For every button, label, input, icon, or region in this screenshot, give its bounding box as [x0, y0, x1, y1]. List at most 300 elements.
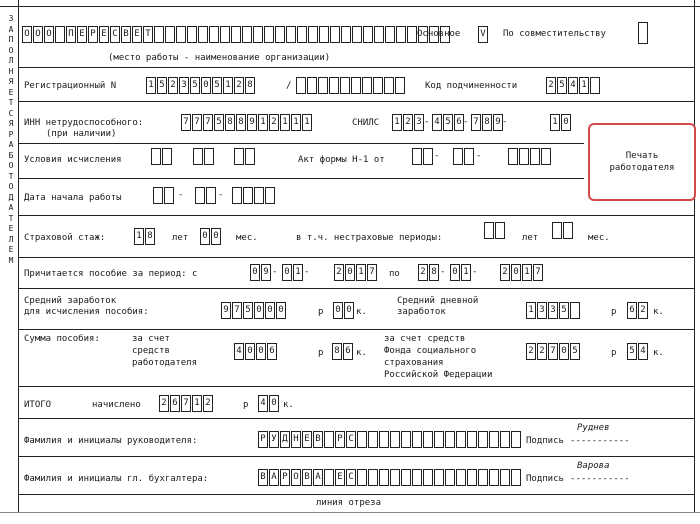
form-cell[interactable] — [330, 26, 340, 43]
form-cell[interactable]: 0 — [450, 264, 460, 281]
form-cell[interactable]: 4 — [568, 77, 578, 94]
form-cell[interactable]: 2 — [168, 77, 178, 94]
form-cell[interactable]: 2 — [403, 114, 413, 131]
form-cell[interactable]: П — [66, 26, 76, 43]
head-signature-name: Руднев — [577, 423, 610, 433]
form-cell[interactable]: 0 — [256, 343, 266, 360]
form-cell[interactable] — [467, 431, 477, 448]
accountant-signature-line: ----------- — [570, 474, 630, 484]
form-cell[interactable] — [484, 222, 494, 239]
form-cell[interactable]: 7 — [181, 395, 191, 412]
form-cell[interactable] — [324, 431, 334, 448]
form-cell[interactable] — [231, 26, 241, 43]
benefit-fund-label3: страхования — [384, 358, 444, 368]
conditions-label: Условия исчисления — [24, 155, 122, 165]
form-cell[interactable]: Н — [291, 431, 301, 448]
start-date-label: Дата начала работы — [24, 193, 122, 203]
form-cell[interactable]: 0 — [345, 264, 355, 281]
form-cell[interactable] — [570, 302, 580, 319]
form-cell[interactable]: 3 — [537, 302, 547, 319]
start-dash-1: - — [178, 190, 184, 200]
employer-stamp-area — [588, 123, 696, 201]
form-cell[interactable] — [363, 26, 373, 43]
form-cell[interactable] — [340, 77, 350, 94]
registration-number-cells — [146, 77, 256, 94]
employer-caption: (место работы - наименование организации) — [108, 53, 331, 63]
inn-cells — [181, 114, 313, 131]
form-cell[interactable] — [264, 26, 274, 43]
employer-name-cells — [22, 26, 451, 43]
benefit-row — [18, 329, 694, 330]
form-cell[interactable]: С — [110, 26, 120, 43]
form-cell[interactable] — [467, 469, 477, 486]
form-cell[interactable] — [341, 26, 351, 43]
form-cell[interactable]: 8 — [145, 228, 155, 245]
form-cell[interactable]: Е — [99, 26, 109, 43]
period-to-dash-1: - — [440, 267, 446, 277]
benefit-fund-rub-cells — [526, 343, 581, 360]
form-cell[interactable] — [220, 26, 230, 43]
form-cell[interactable]: 1 — [192, 395, 202, 412]
form-cell[interactable]: Т — [143, 26, 153, 43]
form-cell[interactable] — [352, 26, 362, 43]
form-cell[interactable]: 7 — [232, 302, 242, 319]
form-cell[interactable]: 1 — [550, 114, 560, 131]
conditions-row — [18, 143, 584, 144]
right-border — [694, 0, 695, 512]
bottom-border — [18, 494, 695, 495]
form-cell[interactable] — [511, 431, 521, 448]
form-cell[interactable]: 7 — [533, 264, 543, 281]
form-cell[interactable] — [55, 26, 65, 43]
act-month-cells — [453, 148, 475, 165]
form-cell[interactable]: С — [346, 469, 356, 486]
form-cell[interactable] — [412, 148, 422, 165]
form-cell[interactable]: 4 — [258, 395, 268, 412]
accountant-row — [18, 456, 694, 457]
avg-earnings-rub-cells — [221, 302, 287, 319]
benefit-fund-kop-cells — [627, 343, 649, 360]
form-cell[interactable]: О — [44, 26, 54, 43]
form-cell[interactable]: А — [269, 469, 279, 486]
form-cell[interactable]: 2 — [269, 114, 279, 131]
form-cell[interactable]: 0 — [254, 302, 264, 319]
form-cell[interactable]: 7 — [203, 114, 213, 131]
form-cell[interactable] — [530, 148, 540, 165]
form-cell[interactable]: 2 — [418, 264, 428, 281]
form-cell[interactable]: 0 — [211, 228, 221, 245]
conditions-cells-3 — [234, 148, 256, 165]
form-cell[interactable]: 1 — [291, 114, 301, 131]
form-cell[interactable]: 2 — [546, 77, 556, 94]
part-time-checkbox[interactable] — [638, 22, 649, 44]
form-cell[interactable]: 3 — [414, 114, 424, 131]
form-cell[interactable]: 6 — [343, 343, 353, 360]
avg-earnings-label1: Средний заработок — [24, 296, 117, 306]
form-cell[interactable]: 5 — [559, 302, 569, 319]
period-to-day — [418, 264, 440, 281]
form-cell[interactable]: Е — [132, 26, 142, 43]
form-cell[interactable]: 6 — [454, 114, 464, 131]
form-cell[interactable] — [243, 187, 253, 204]
form-cell[interactable]: 7 — [548, 343, 558, 360]
form-cell[interactable] — [445, 431, 455, 448]
form-cell[interactable] — [319, 26, 329, 43]
form-cell[interactable] — [187, 26, 197, 43]
form-cell[interactable] — [434, 469, 444, 486]
form-cell[interactable]: 1 — [461, 264, 471, 281]
form-cell[interactable]: 5 — [443, 114, 453, 131]
form-cell[interactable]: 0 — [250, 264, 260, 281]
insurance-row — [18, 215, 694, 216]
form-cell[interactable]: 0 — [265, 302, 275, 319]
form-cell[interactable] — [357, 431, 367, 448]
daily-kop-label: к. — [653, 307, 664, 317]
form-cell[interactable]: 1 — [356, 264, 366, 281]
form-cell[interactable]: 0 — [269, 395, 279, 412]
start-dash-2: - — [218, 190, 224, 200]
act-day-cells — [412, 148, 434, 165]
daily-rub-cells — [526, 302, 581, 319]
form-cell[interactable]: 9 — [261, 264, 271, 281]
form-cell[interactable] — [286, 26, 296, 43]
form-cell[interactable]: 1 — [392, 114, 402, 131]
form-cell[interactable]: 0 — [559, 343, 569, 360]
form-cell[interactable]: Е — [335, 469, 345, 486]
period-to-month — [450, 264, 472, 281]
form-cell[interactable] — [296, 77, 306, 94]
side-label: ЗАПОЛНЯЕТСЯ РАБОТОДАТЕЛЕМ — [8, 14, 14, 265]
form-cell[interactable] — [198, 26, 208, 43]
form-cell[interactable] — [379, 431, 389, 448]
form-cell[interactable]: У — [269, 431, 279, 448]
form-cell[interactable] — [154, 26, 164, 43]
form-cell[interactable] — [478, 469, 488, 486]
registration-label: Регистрационный N — [24, 81, 117, 91]
form-cell[interactable]: 5 — [627, 343, 637, 360]
form-cell[interactable]: 1 — [134, 228, 144, 245]
avg-earnings-kop-label: к. — [356, 307, 367, 317]
period-from-day — [250, 264, 272, 281]
form-cell[interactable]: 8 — [482, 114, 492, 131]
form-cell[interactable]: 7 — [181, 114, 191, 131]
form-cell[interactable]: В — [302, 469, 312, 486]
form-cell[interactable]: Е — [302, 431, 312, 448]
form-cell[interactable] — [307, 77, 317, 94]
form-cell[interactable]: 2 — [159, 395, 169, 412]
period-to-dash-2: - — [472, 267, 478, 277]
form-cell[interactable] — [453, 148, 463, 165]
form-cell[interactable]: 7 — [367, 264, 377, 281]
start-date-row — [18, 178, 584, 179]
start-month-cells — [195, 187, 217, 204]
form-cell[interactable]: 5 — [570, 343, 580, 360]
snils-label: СНИЛС — [352, 118, 380, 128]
form-cell[interactable] — [385, 26, 395, 43]
form-cell[interactable] — [176, 26, 186, 43]
form-cell[interactable]: 5 — [214, 114, 224, 131]
form-cell[interactable]: Р — [280, 469, 290, 486]
act-dash-2: - — [476, 151, 482, 161]
registration-slash: / — [286, 81, 292, 91]
form-cell[interactable] — [151, 148, 161, 165]
form-cell[interactable] — [590, 77, 600, 94]
benefit-fund-rub-label: р — [611, 348, 617, 358]
form-cell[interactable] — [379, 469, 389, 486]
benefit-emp-label2: средств — [132, 346, 170, 356]
insurance-months-cells — [200, 228, 222, 245]
form-cell[interactable]: 9 — [221, 302, 231, 319]
form-cell[interactable]: Р — [258, 431, 268, 448]
form-cell[interactable]: В — [258, 469, 268, 486]
form-cell[interactable]: 1 — [522, 264, 532, 281]
period-from-dash-2: - — [304, 267, 310, 277]
benefit-fund-kop-label: к. — [653, 348, 664, 358]
form-cell[interactable] — [232, 187, 242, 204]
snils-cells-4 — [550, 114, 572, 131]
form-cell[interactable]: 2 — [526, 343, 536, 360]
form-cell[interactable] — [368, 431, 378, 448]
form-cell[interactable]: 2 — [334, 264, 344, 281]
benefit-emp-label3: работодателя — [132, 358, 198, 368]
form-cell[interactable]: 0 — [201, 77, 211, 94]
form-cell[interactable]: 4 — [234, 343, 244, 360]
inn-row — [18, 101, 694, 102]
form-cell[interactable] — [195, 187, 205, 204]
insurance-months-label: мес. — [236, 233, 258, 243]
form-cell[interactable] — [396, 26, 406, 43]
insurance-years-label: лет — [172, 233, 189, 243]
avg-earnings-kop-cells — [333, 302, 355, 319]
form-cell[interactable] — [308, 26, 318, 43]
nonins-months-cells — [552, 222, 574, 239]
form-cell[interactable] — [423, 469, 433, 486]
form-cell[interactable] — [489, 469, 499, 486]
form-cell[interactable] — [242, 26, 252, 43]
snils-dash-3: - — [502, 117, 508, 127]
accountant-label: Фамилия и инициалы гл. бухгалтера: — [24, 474, 209, 484]
form-cell[interactable] — [351, 77, 361, 94]
form-cell[interactable] — [374, 26, 384, 43]
form-cell[interactable] — [541, 148, 551, 165]
form-cell[interactable] — [253, 26, 263, 43]
form-cell[interactable] — [165, 26, 175, 43]
form-cell[interactable]: 7 — [471, 114, 481, 131]
form-cell[interactable] — [464, 148, 474, 165]
form-cell[interactable] — [445, 469, 455, 486]
daily-rub-label: р — [611, 307, 617, 317]
form-cell[interactable] — [489, 431, 499, 448]
form-cell[interactable] — [495, 222, 505, 239]
form-cell[interactable]: 3 — [179, 77, 189, 94]
form-cell[interactable] — [500, 469, 510, 486]
form-cell[interactable] — [324, 469, 334, 486]
form-cell[interactable] — [412, 431, 422, 448]
form-cell[interactable] — [254, 187, 264, 204]
total-kop-label: к. — [283, 400, 294, 410]
form-cell[interactable] — [373, 77, 383, 94]
form-cell[interactable]: 8 — [245, 77, 255, 94]
form-cell[interactable]: 8 — [225, 114, 235, 131]
form-cell[interactable] — [434, 431, 444, 448]
nonins-months-label: мес. — [588, 233, 610, 243]
form-cell[interactable] — [245, 148, 255, 165]
total-rub-label: р — [243, 400, 249, 410]
period-row — [18, 257, 694, 258]
form-cell[interactable]: 1 — [258, 114, 268, 131]
form-cell[interactable]: 0 — [276, 302, 286, 319]
snils-dash-2: - — [463, 117, 469, 127]
form-cell[interactable]: О — [291, 469, 301, 486]
form-cell[interactable]: 2 — [500, 264, 510, 281]
left-border — [18, 0, 19, 512]
form-cell[interactable]: 1 — [526, 302, 536, 319]
form-cell[interactable]: Д — [280, 431, 290, 448]
form-cell[interactable]: 5 — [243, 302, 253, 319]
form-cell[interactable]: 2 — [234, 77, 244, 94]
form-cell[interactable]: 1 — [280, 114, 290, 131]
nonins-years-cells — [484, 222, 506, 239]
form-cell[interactable]: 1 — [146, 77, 156, 94]
form-cell[interactable] — [401, 469, 411, 486]
form-cell[interactable]: 0 — [344, 302, 354, 319]
head-signature-label: Подпись — [526, 436, 564, 446]
form-cell[interactable] — [412, 469, 422, 486]
form-cell[interactable]: 9 — [493, 114, 503, 131]
form-cell[interactable] — [368, 469, 378, 486]
main-job-checkbox[interactable] — [478, 26, 489, 43]
form-cell[interactable] — [162, 148, 172, 165]
form-cell[interactable] — [478, 431, 488, 448]
snils-cells-2 — [432, 114, 465, 131]
form-cell[interactable] — [390, 469, 400, 486]
form-cell[interactable]: 0 — [200, 228, 210, 245]
form-cell[interactable] — [209, 26, 219, 43]
form-cell[interactable] — [456, 431, 466, 448]
form-cell[interactable] — [193, 148, 203, 165]
form-cell[interactable] — [423, 148, 433, 165]
registration-suffix-cells — [296, 77, 406, 94]
form-cell[interactable] — [384, 77, 394, 94]
form-cell[interactable]: 2 — [638, 302, 648, 319]
form-cell[interactable] — [423, 431, 433, 448]
form-cell[interactable] — [401, 431, 411, 448]
form-cell[interactable]: 7 — [192, 114, 202, 131]
form-cell[interactable]: 1 — [579, 77, 589, 94]
form-cell[interactable]: А — [313, 469, 323, 486]
form-cell[interactable]: 6 — [170, 395, 180, 412]
form-cell[interactable] — [456, 469, 466, 486]
form-cell[interactable] — [552, 222, 562, 239]
form-cell[interactable]: 5 — [557, 77, 567, 94]
total-rub-cells — [159, 395, 214, 412]
form-cell[interactable]: 1 — [293, 264, 303, 281]
period-to-year — [500, 264, 544, 281]
form-cell[interactable] — [407, 26, 417, 43]
form-cell[interactable] — [275, 26, 285, 43]
daily-earnings-label2: заработок — [397, 307, 446, 317]
form-cell[interactable] — [508, 148, 518, 165]
form-cell[interactable]: 0 — [561, 114, 571, 131]
form-cell[interactable] — [395, 77, 405, 94]
avg-earnings-rub-label: р — [318, 307, 324, 317]
form-cell[interactable]: 2 — [537, 343, 547, 360]
form-cell[interactable] — [500, 431, 510, 448]
nonins-years-label: лет — [522, 233, 539, 243]
form-cell[interactable]: 4 — [432, 114, 442, 131]
form-cell[interactable]: 5 — [157, 77, 167, 94]
period-to-label: по — [389, 269, 400, 279]
form-cell[interactable]: Р — [88, 26, 98, 43]
form-cell[interactable] — [511, 469, 521, 486]
form-cell[interactable] — [206, 187, 216, 204]
form-cell[interactable]: О — [33, 26, 43, 43]
start-year-cells — [232, 187, 276, 204]
form-cell[interactable]: 0 — [511, 264, 521, 281]
form-cell[interactable]: Е — [77, 26, 87, 43]
subordination-label: Код подчиненности — [425, 81, 518, 91]
form-cell[interactable]: 0 — [245, 343, 255, 360]
benefit-fund-label4: Российской Федерации — [384, 370, 493, 380]
form-cell[interactable]: 2 — [203, 395, 213, 412]
snils-cells-3 — [471, 114, 504, 131]
form-cell[interactable]: 5 — [212, 77, 222, 94]
form-cell[interactable] — [362, 77, 372, 94]
form-cell[interactable] — [357, 469, 367, 486]
form-cell[interactable] — [204, 148, 214, 165]
benefit-emp-rub-cells — [234, 343, 278, 360]
benefit-emp-rub-label: р — [318, 348, 324, 358]
form-cell[interactable]: 8 — [332, 343, 342, 360]
form-cell[interactable]: 8 — [236, 114, 246, 131]
form-cell[interactable]: С — [346, 431, 356, 448]
form-cell[interactable] — [265, 187, 275, 204]
form-cell[interactable]: 1 — [302, 114, 312, 131]
form-cell[interactable]: 9 — [247, 114, 257, 131]
main-job-label: Основное — [417, 29, 461, 39]
form-cell[interactable]: 8 — [429, 264, 439, 281]
form-cell[interactable] — [234, 148, 244, 165]
total-label: ИТОГО — [24, 400, 52, 410]
form-cell[interactable] — [563, 222, 573, 239]
form-cell[interactable] — [390, 431, 400, 448]
act-year-cells — [508, 148, 552, 165]
form-cell[interactable]: О — [22, 26, 32, 43]
form-cell[interactable]: 3 — [548, 302, 558, 319]
snils-dash-1: - — [424, 117, 430, 127]
form-cell[interactable]: Р — [335, 431, 345, 448]
form-cell[interactable]: 6 — [627, 302, 637, 319]
form-cell[interactable]: В — [313, 431, 323, 448]
total-accrued-label: начислено — [92, 400, 141, 410]
form-cell[interactable]: 4 — [638, 343, 648, 360]
form-cell[interactable]: 0 — [333, 302, 343, 319]
form-cell[interactable]: 6 — [267, 343, 277, 360]
form-cell[interactable]: В — [121, 26, 131, 43]
inn-label: ИНН нетрудоспособного: — [24, 118, 144, 128]
form-cell[interactable] — [153, 187, 163, 204]
form-cell[interactable] — [329, 77, 339, 94]
act-label: Акт формы Н-1 от — [298, 155, 385, 165]
form-cell[interactable]: 1 — [223, 77, 233, 94]
form-cell[interactable]: 5 — [190, 77, 200, 94]
form-cell[interactable]: 0 — [282, 264, 292, 281]
form-cell[interactable] — [519, 148, 529, 165]
form-cell[interactable] — [297, 26, 307, 43]
period-label: Причитается пособие за период: с — [24, 269, 198, 279]
form-cell[interactable] — [164, 187, 174, 204]
form-cell[interactable] — [318, 77, 328, 94]
